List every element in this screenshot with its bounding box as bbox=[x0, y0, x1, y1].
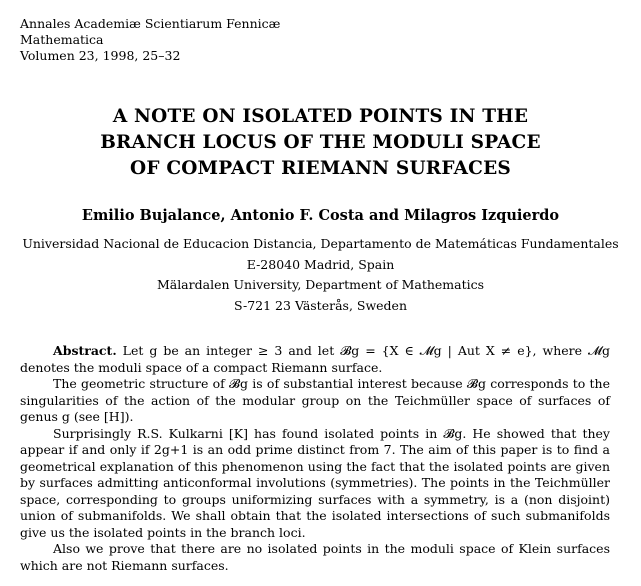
abstract-paragraph-4: Also we prove that there are no isolated points in the moduli space of Klein surfaces which are not Riemann surfaces. bbox=[20, 541, 610, 573]
journal-volume: Volumen 23, 1998, 25–32 bbox=[20, 48, 181, 63]
affiliation-line: S-721 23 Västerås, Sweden bbox=[233, 297, 408, 313]
abstract-paragraph-1 bbox=[20, 343, 610, 376]
paper-title bbox=[40, 104, 601, 182]
affiliation-line: Universidad Nacional de Educacion Distancia, Departamento de Matemáticas Fundamentales bbox=[22, 236, 619, 251]
abstract-label: Abstract. bbox=[53, 343, 117, 358]
journal-name: Annales Academiæ Scientiarum Fennicæ bbox=[20, 16, 281, 31]
abstract-paragraph-2: The geometric structure of 𝓑g is of substantial interest because 𝓑g corresponds to the singularities of the action of the modular group on the Teichmüller space of surfaces of genus g (see [H]). bbox=[20, 376, 610, 424]
title-line-3: OF COMPACT RIEMANN SURFACES bbox=[130, 158, 511, 179]
affiliation-line: E-28040 Madrid, Spain bbox=[246, 256, 395, 272]
author-list: Emilio Bujalance, Antonio F. Costa and Milagros Izquierdo bbox=[81, 207, 560, 224]
affiliations bbox=[0, 234, 641, 316]
abstract-text-1: Let g be an integer ≥ 3 and let 𝓑g = {X ∈ 𝓜g | Aut X ≠ e}, where 𝓜g denotes the moduli space of a compact Riemann surface. bbox=[20, 343, 610, 375]
abstract-paragraph-3: Surprisingly R.S. Kulkarni [K] has found isolated points in 𝓑g. He showed that they appear if and only if 2g+1 is an odd prime distinct from 7. The aim of this paper is to find a geometrical explanation of this phenomenon using the fact that the isolated points are given by surfaces admitting anticonformal involutions (symmetries). The points in the Teichmüller space, corresponding to groups uniformizing surfaces with a symmetry, is a (non disjoint) union of submanifolds. We shall obtain that the isolated intersections of such submanifolds give us the isolated points in the branch loci. bbox=[20, 425, 610, 540]
affiliation-line: Mälardalen University, Department of Mathematics bbox=[156, 277, 485, 292]
title-line-2: BRANCH LOCUS OF THE MODULI SPACE bbox=[100, 132, 541, 153]
journal-header bbox=[20, 16, 280, 64]
journal-series: Mathematica bbox=[20, 32, 104, 47]
abstract bbox=[20, 343, 610, 574]
title-line-1: A NOTE ON ISOLATED POINTS IN THE bbox=[112, 106, 529, 127]
